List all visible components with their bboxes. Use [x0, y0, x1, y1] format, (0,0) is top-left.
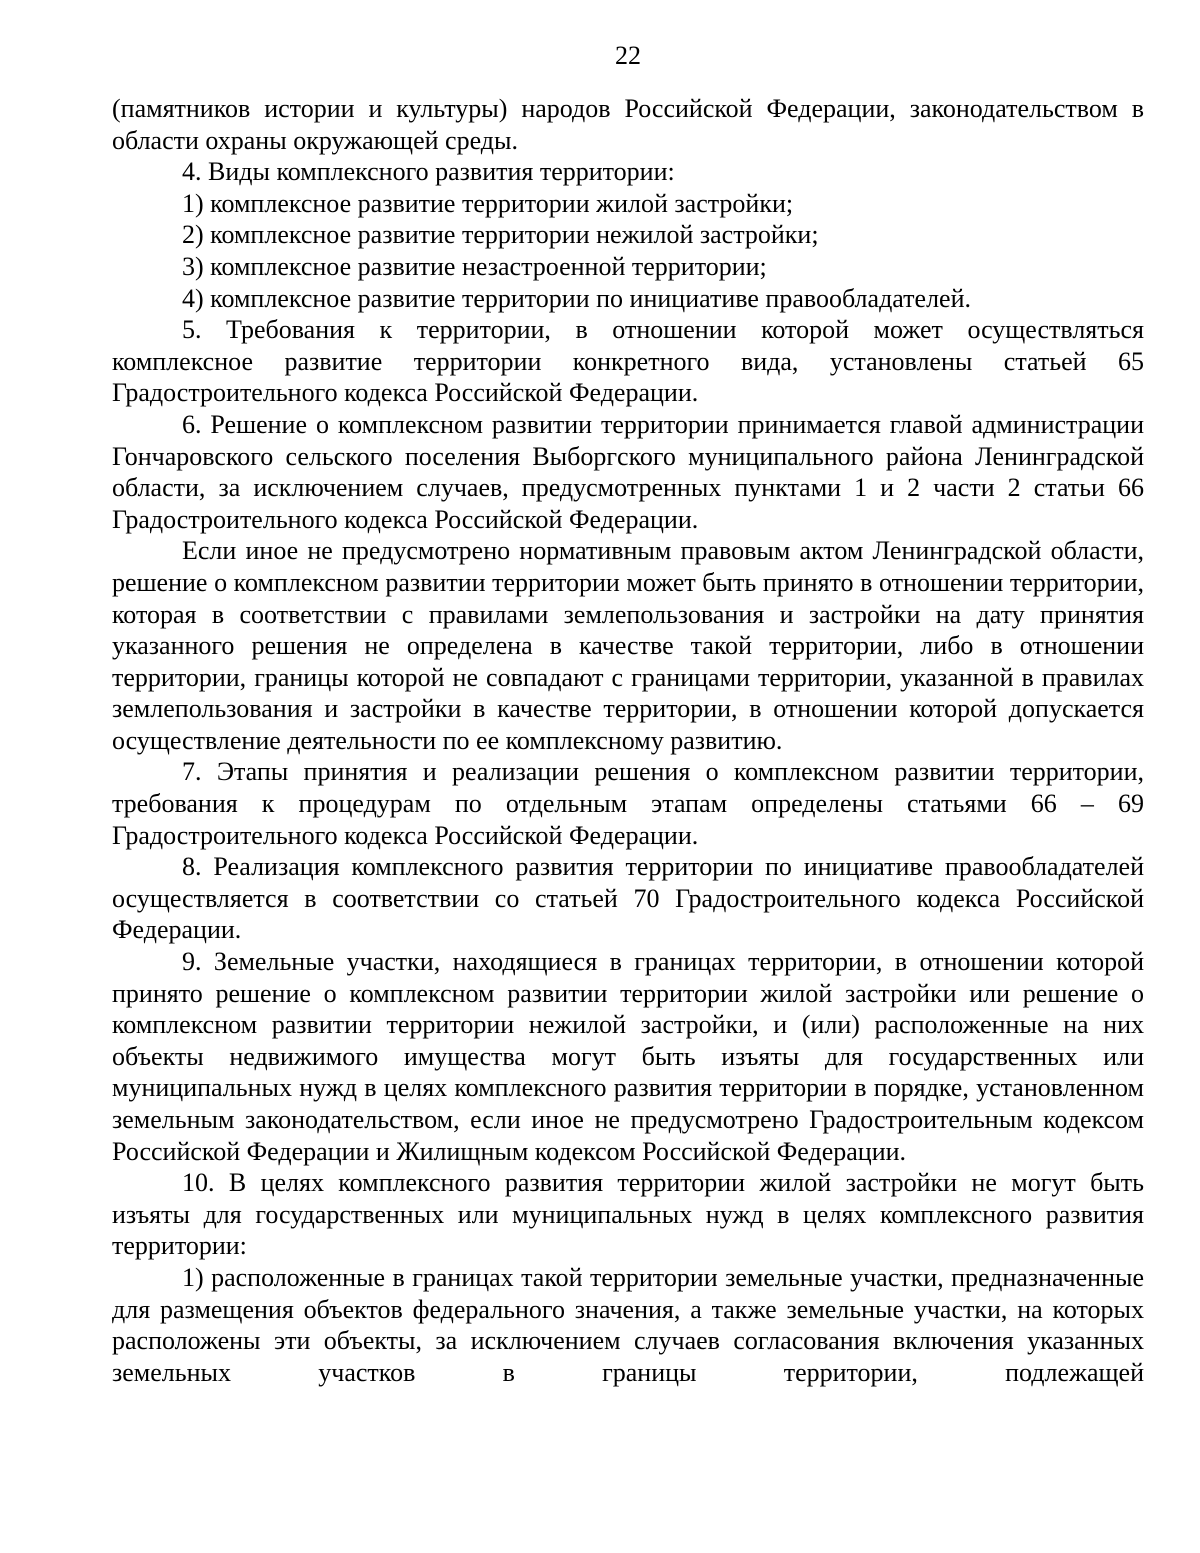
list-item-2: 2) комплексное развитие территории нежилой застройки; [182, 220, 819, 250]
paragraph-item-10: 10. В целях комплексного развития территории жилой застройки не могут быть изъяты для государственных или муниципальных нужд в целях комплексного развития территории: [112, 1168, 1144, 1261]
paragraph-item-9: 9. Земельные участки, находящиеся в границах территории, в отношении которой принято решение о комплексном развитии территории жилой застройки или решение о комплексном развитии территории нежилой застройки, и (или) расположенные на них объекты недвижимого имущества могут быть изъяты для государственных или муниципальных нужд в целях комплексного развития территории в порядке, установленном земельным законодательством, если иное не предусмотрено Градостроительным кодексом Российской Федерации и Жилищным кодексом Российской Федерации. [112, 947, 1144, 1166]
list-item-4: 4) комплексное развитие территории по инициативе правообладателей. [182, 283, 972, 313]
paragraph-item-6-continued: Если иное не предусмотрено нормативным правовым актом Ленинградской области, решение о комплексном развитии территории может быть принято в отношении территории, которая в соответствии с правилами землепользования и застройки на дату принятия указанного решения не определена в качестве такой территории, либо в отношении территории, границы которой не совпадают с границами территории, указанной в правилах землепользования и застройки в качестве территории, в отношении которой допускается осуществление деятельности по ее комплексному развитию. [112, 536, 1144, 755]
list-item-1: 1) комплексное развитие территории жилой застройки; [182, 188, 794, 218]
paragraph-item-7: 7. Этапы принятия и реализации решения о комплексном развитии территории, требования к процедурам по отдельным этапам определены статьями 66 – 69 Градостроительного кодекса Российской Федерации. [112, 757, 1144, 850]
document-body [112, 93, 1144, 1388]
paragraph-item-10-subitem-1: 1) расположенные в границах такой территории земельные участки, предназначенные для размещения объектов федерального значения, а также земельные участки, на которых расположены эти объекты, за исключением случаев согласования включения указанных земельных участков в границы территории, подлежащей [112, 1262, 1144, 1387]
paragraph-item-5: 5. Требования к территории, в отношении которой может осуществляться комплексное развитие территории конкретного вида, установлены статьей 65 Градостроительного кодекса Российской Федерации. [112, 315, 1144, 408]
paragraph-item-6: 6. Решение о комплексном развитии территории принимается главой администрации Гончаровского сельского поселения Выборгского муниципального района Ленинградской области, за исключением случаев, предусмотренных пунктами 1 и 2 части 2 статьи 66 Градостроительного кодекса Российской Федерации. [112, 409, 1144, 534]
paragraph-continuation: (памятников истории и культуры) народов Российской Федерации, законодательством в области охраны окружающей среды. [112, 94, 1144, 155]
paragraph-item-4: 4. Виды комплексного развития территории: [182, 157, 675, 187]
list-item-3: 3) комплексное развитие незастроенной территории; [182, 251, 767, 281]
page-number: 22 [615, 41, 641, 70]
paragraph-item-8: 8. Реализация комплексного развития территории по инициативе правообладателей осуществляется в соответствии со статьей 70 Градостроительного кодекса Российской Федерации. [112, 852, 1144, 945]
